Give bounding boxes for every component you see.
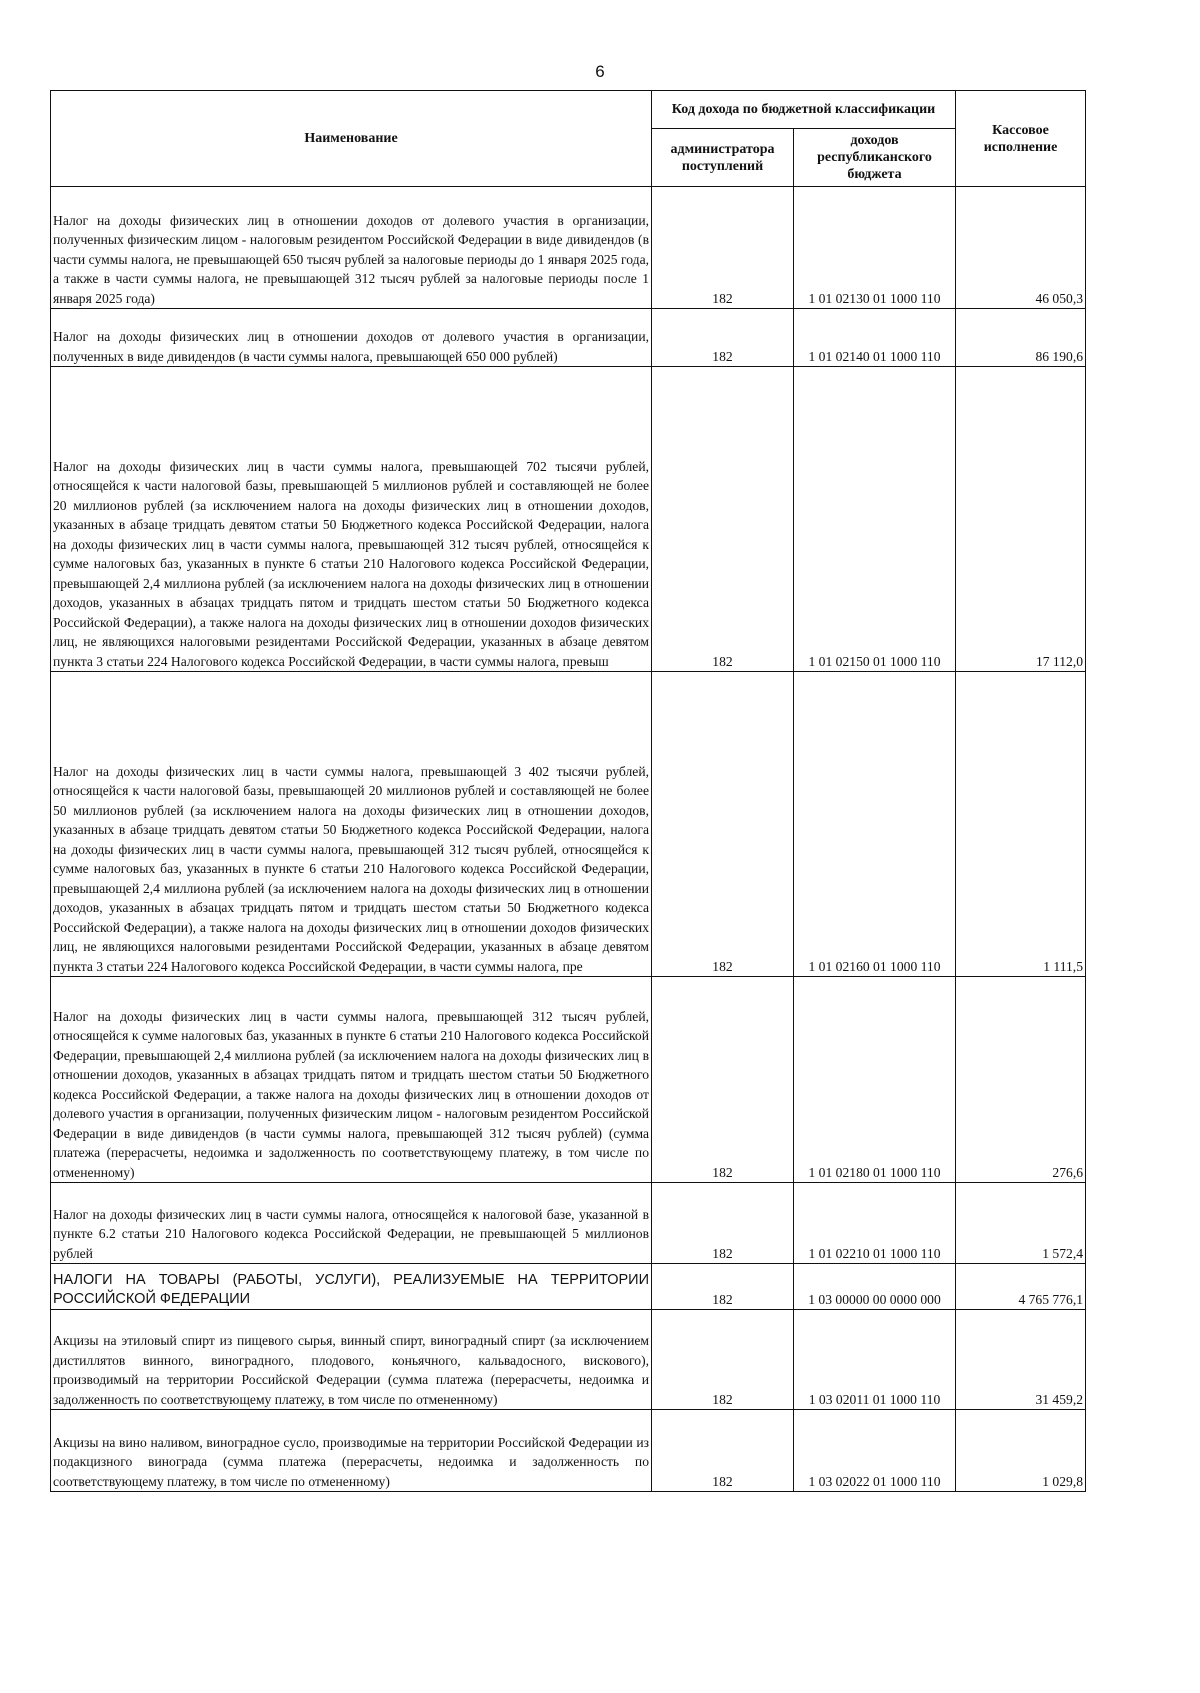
header-name: Наименование bbox=[51, 91, 652, 187]
row-amount: 276,6 bbox=[956, 977, 1086, 1183]
header-code-group: Код дохода по бюджетной классификации bbox=[652, 91, 956, 129]
table-row bbox=[51, 187, 1086, 309]
row-admin-code: 182 bbox=[652, 1310, 794, 1410]
row-admin-code: 182 bbox=[652, 1410, 794, 1492]
row-amount: 1 111,5 bbox=[956, 672, 1086, 977]
row-admin-code: 182 bbox=[652, 977, 794, 1183]
row-amount: 86 190,6 bbox=[956, 309, 1086, 367]
row-revenue-code: 1 01 02210 01 1000 110 bbox=[794, 1183, 956, 1264]
row-revenue-code: 1 03 00000 00 0000 000 bbox=[794, 1264, 956, 1310]
row-name: Налог на доходы физических лиц в части суммы налога, превышающей 702 тысячи рублей, относящейся к части налоговой базы, превышающей 5 миллионов рублей и составляющей не более 20 миллионов рублей (за исключением налога на доходы физических лиц в отношении доходов, указанных в абзаце тридцать девятом статьи 50 Бюджетного кодекса Российской Федерации, налога на доходы физических лиц в части суммы налога, превышающей 312 тысяч рублей, относящейся к сумме налоговых баз, указанных в пункте 6 статьи 210 Налогового кодекса Российской Федерации, превышающей 2,4 миллиона рублей (за исключением налога на доходы физических лиц в отношении доходов, указанных в абзацах тридцать пятом и тридцать шестом статьи 50 Бюджетного кодекса Российской Федерации), а также налога на доходы физических лиц в отношении доходов физических лиц, не являющихся налоговыми резидентами Российской Федерации, указанных в абзаце девятом пункта 3 статьи 224 Налогового кодекса Российской Федерации, в части суммы налога, превыш bbox=[51, 367, 652, 672]
table-row bbox=[51, 309, 1086, 367]
header-revenue: доходов республиканского бюджета bbox=[794, 129, 956, 187]
row-admin-code: 182 bbox=[652, 672, 794, 977]
row-name: Налог на доходы физических лиц в отношении доходов от долевого участия в организации, полученных физическим лицом - налоговым резидентом Российской Федерации в виде дивидендов (в части суммы налога, не превышающей 650 тысяч рублей за налоговые периоды до 1 января 2025 года, а также в части суммы налога, не превышающей 312 тысяч рублей за налоговые периоды после 1 января 2025 года) bbox=[51, 187, 652, 309]
row-revenue-code: 1 03 02022 01 1000 110 bbox=[794, 1410, 956, 1492]
budget-table bbox=[50, 90, 1086, 1492]
row-admin-code: 182 bbox=[652, 309, 794, 367]
row-name: Налог на доходы физических лиц в части суммы налога, превышающей 3 402 тысячи рублей, относящейся к части налоговой базы, превышающей 20 миллионов рублей и составляющей не более 50 миллионов рублей (за исключением налога на доходы физических лиц в отношении доходов, указанных в абзаце тридцать девятом статьи 50 Бюджетного кодекса Российской Федерации, налога на доходы физических лиц в части суммы налога, превышающей 312 тысяч рублей, относящейся к сумме налоговых баз, указанных в пункте 6 статьи 210 Налогового кодекса Российской Федерации, превышающей 2,4 миллиона рублей (за исключением налога на доходы физических лиц в отношении доходов, указанных в абзацах тридцать пятом и тридцать шестом статьи 50 Бюджетного кодекса Российской Федерации), а также налога на доходы физических лиц в отношении доходов физических лиц, не являющихся налоговыми резидентами Российской Федерации, указанных в абзаце девятом пункта 3 статьи 224 Налогового кодекса Российской Федерации, в части суммы налога, пре bbox=[51, 672, 652, 977]
row-revenue-code: 1 01 02140 01 1000 110 bbox=[794, 309, 956, 367]
row-amount: 1 572,4 bbox=[956, 1183, 1086, 1264]
row-name: Акцизы на вино наливом, виноградное сусло, производимые на территории Российской Федерации из подакцизного винограда (сумма платежа (перерасчеты, недоимка и задолженность по соответствующему платежу, в том числе по отмененному) bbox=[51, 1410, 652, 1492]
page-number: 6 bbox=[595, 62, 605, 81]
table-row bbox=[51, 1183, 1086, 1264]
table-row-section bbox=[51, 1264, 1086, 1310]
row-name: Акцизы на этиловый спирт из пищевого сырья, винный спирт, виноградный спирт (за исключением дистиллятов винного, виноградного, плодового, коньячного, кальвадосного, вискового), производимый на территории Российской Федерации (сумма платежа (перерасчеты, недоимка и задолженность по соответствующему платежу, в том числе по отмененному) bbox=[51, 1310, 652, 1410]
row-revenue-code: 1 03 02011 01 1000 110 bbox=[794, 1310, 956, 1410]
row-amount: 17 112,0 bbox=[956, 367, 1086, 672]
row-amount: 31 459,2 bbox=[956, 1310, 1086, 1410]
row-name: Налог на доходы физических лиц в части суммы налога, превышающей 312 тысяч рублей, относящейся к сумме налоговых баз, указанных в пункте 6 статьи 210 Налогового кодекса Российской Федерации, превышающей 2,4 миллиона рублей (за исключением налога на доходы физических лиц в отношении доходов, указанных в абзацах тридцать пятом и тридцать шестом статьи 50 Бюджетного кодекса Российской Федерации, а также налога на доходы физических лиц в отношении доходов от долевого участия в организации, полученных физическим лицом - налоговым резидентом Российской Федерации в виде дивидендов (в части суммы налога, превышающей 312 тысяч рублей) (сумма платежа (перерасчеты, недоимка и задолженность по соответствующему платежу, в том числе по отмененному) bbox=[51, 977, 652, 1183]
row-admin-code: 182 bbox=[652, 1183, 794, 1264]
row-amount: 46 050,3 bbox=[956, 187, 1086, 309]
table-row bbox=[51, 672, 1086, 977]
row-admin-code: 182 bbox=[652, 367, 794, 672]
row-name: Налог на доходы физических лиц в части суммы налога, относящейся к налоговой базе, указанной в пункте 6.2 статьи 210 Налогового кодекса Российской Федерации, не превышающей 5 миллионов рублей bbox=[51, 1183, 652, 1264]
header-execution: Кассовое исполнение bbox=[956, 91, 1086, 187]
table-row bbox=[51, 367, 1086, 672]
row-admin-code: 182 bbox=[652, 1264, 794, 1310]
row-amount: 4 765 776,1 bbox=[956, 1264, 1086, 1310]
row-amount: 1 029,8 bbox=[956, 1410, 1086, 1492]
row-revenue-code: 1 01 02150 01 1000 110 bbox=[794, 367, 956, 672]
row-name: Налог на доходы физических лиц в отношении доходов от долевого участия в организации, полученных в виде дивидендов (в части суммы налога, превышающей 650 000 рублей) bbox=[51, 309, 652, 367]
table-row bbox=[51, 1410, 1086, 1492]
row-revenue-code: 1 01 02180 01 1000 110 bbox=[794, 977, 956, 1183]
row-admin-code: 182 bbox=[652, 187, 794, 309]
row-revenue-code: 1 01 02160 01 1000 110 bbox=[794, 672, 956, 977]
row-name: НАЛОГИ НА ТОВАРЫ (РАБОТЫ, УСЛУГИ), РЕАЛИЗУЕМЫЕ НА ТЕРРИТОРИИ РОССИЙСКОЙ ФЕДЕРАЦИИ bbox=[51, 1264, 652, 1310]
table-row bbox=[51, 977, 1086, 1183]
header-admin: администратора поступлений bbox=[652, 129, 794, 187]
row-revenue-code: 1 01 02130 01 1000 110 bbox=[794, 187, 956, 309]
table-row bbox=[51, 1310, 1086, 1410]
